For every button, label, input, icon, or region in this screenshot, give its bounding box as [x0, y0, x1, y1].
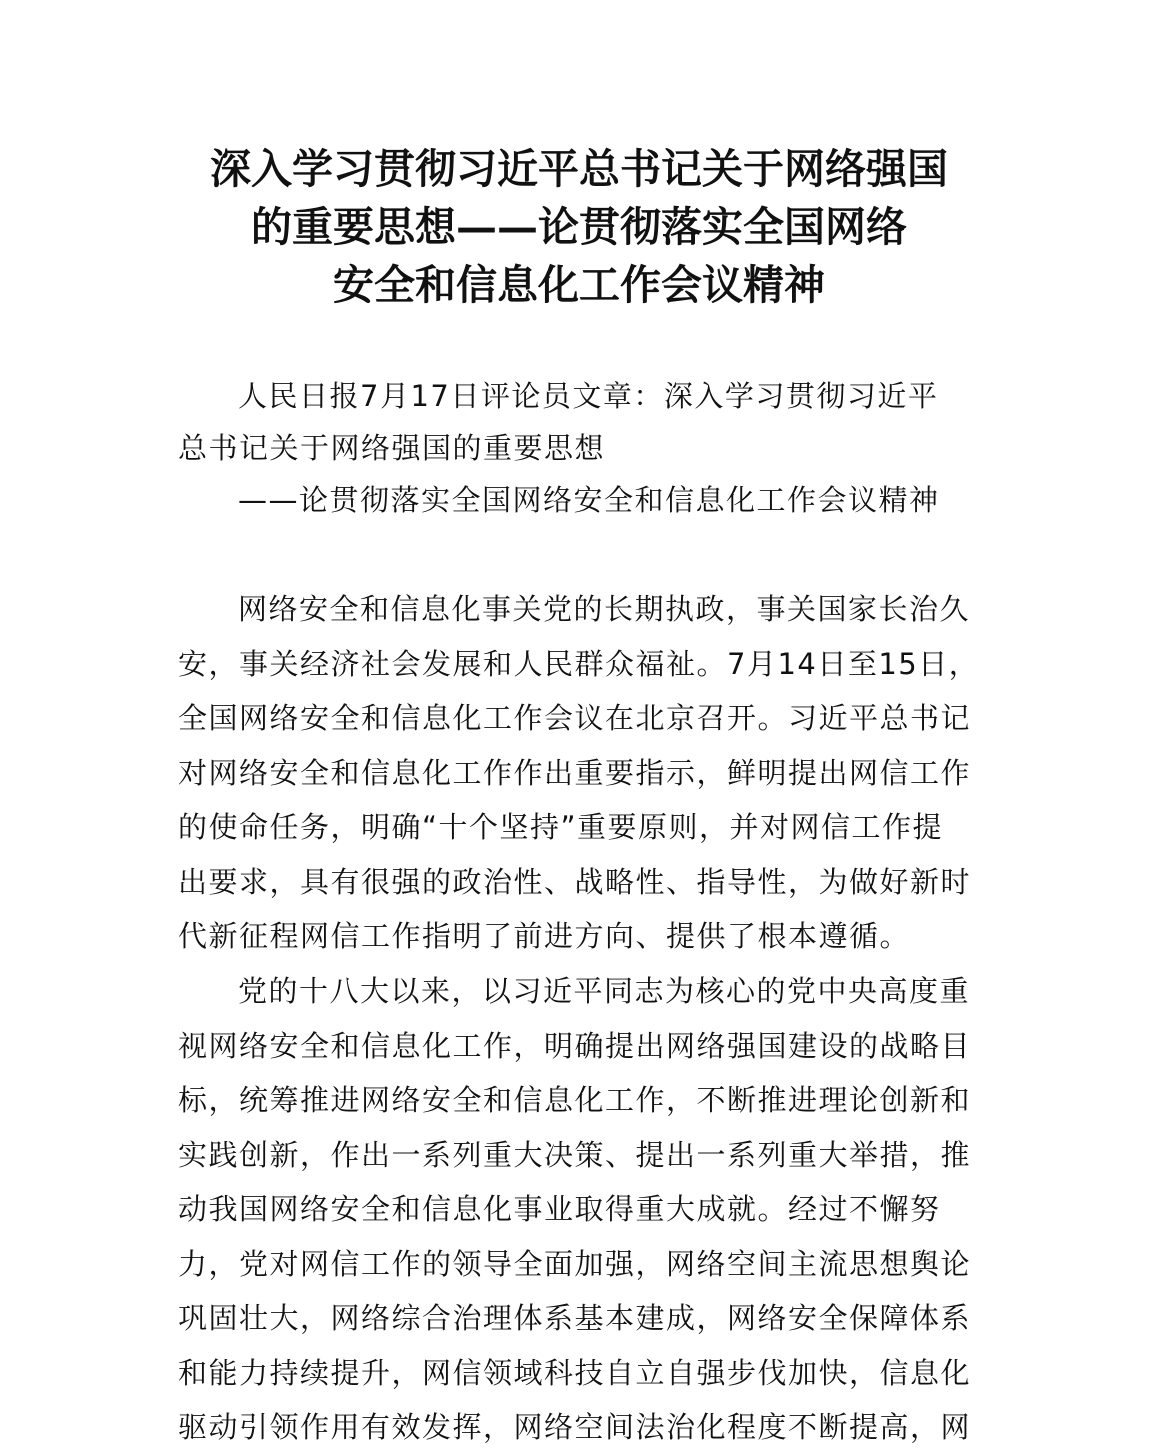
- title-line: 安全和信息化工作会议精神: [333, 261, 825, 309]
- paragraph-line: 全国网络安全和信息化工作会议在北京召开。习近平总书记: [178, 701, 972, 735]
- paragraph-line: 安，事关经济社会发展和人民群众福祉。7月14日至15日，: [178, 646, 980, 681]
- title-line: 深入学习贯彻习近平总书记关于网络强国: [210, 145, 948, 193]
- paragraph-line: 党的十八大以来，以习近平同志为核心的党中央高度重: [238, 974, 971, 1008]
- intro-subtitle-line: ——论贯彻落实全国网络安全和信息化工作会议精神: [238, 483, 940, 517]
- intro-line: 总书记关于网络强国的重要思想: [178, 431, 606, 465]
- paragraph-line: 代新征程网信工作指明了前进方向、提供了根本遵循。: [178, 919, 911, 953]
- intro-block: [178, 370, 984, 526]
- paragraph-line: 标，统筹推进网络安全和信息化工作，不断推进理论创新和: [178, 1083, 972, 1117]
- paragraph-2: [178, 964, 984, 1450]
- intro-line: 人民日报7月17日评论员文章：深入学习贯彻习近平: [238, 379, 939, 413]
- paragraph-line: 出要求，具有很强的政治性、战略性、指导性，为做好新时: [178, 864, 972, 899]
- paragraph-line: 巩固壮大，网络综合治理体系基本建成，网络安全保障体系: [178, 1301, 972, 1335]
- paragraph-line: 视网络安全和信息化工作，明确提出网络强国建设的战略目: [178, 1028, 972, 1063]
- paragraph-line: 对网络安全和信息化工作作出重要指示，鲜明提出网信工作: [178, 755, 972, 790]
- document-title: [100, 140, 1058, 314]
- paragraph-line: 和能力持续提升，网信领域科技自立自强步伐加快，信息化: [178, 1355, 972, 1390]
- paragraph-1: [178, 582, 984, 964]
- paragraph-line: 实践创新，作出一系列重大决策、提出一系列重大举措，推: [178, 1137, 972, 1172]
- paragraph-line: 的使命任务，明确“十个坚持”重要原则，并对网信工作提: [178, 810, 944, 844]
- paragraph-line: 驱动引领作用有效发挥，网络空间法治化程度不断提高，网: [178, 1410, 972, 1444]
- paragraph-line: 动我国网络安全和信息化事业取得重大成就。经过不懈努: [178, 1192, 941, 1226]
- paragraph-line: 网络安全和信息化事关党的长期执政，事关国家长治久: [238, 592, 971, 626]
- title-line: 的重要思想——论贯彻落实全国网络: [251, 203, 907, 251]
- paragraph-line: 力，党对网信工作的领导全面加强，网络空间主流思想舆论: [178, 1246, 972, 1281]
